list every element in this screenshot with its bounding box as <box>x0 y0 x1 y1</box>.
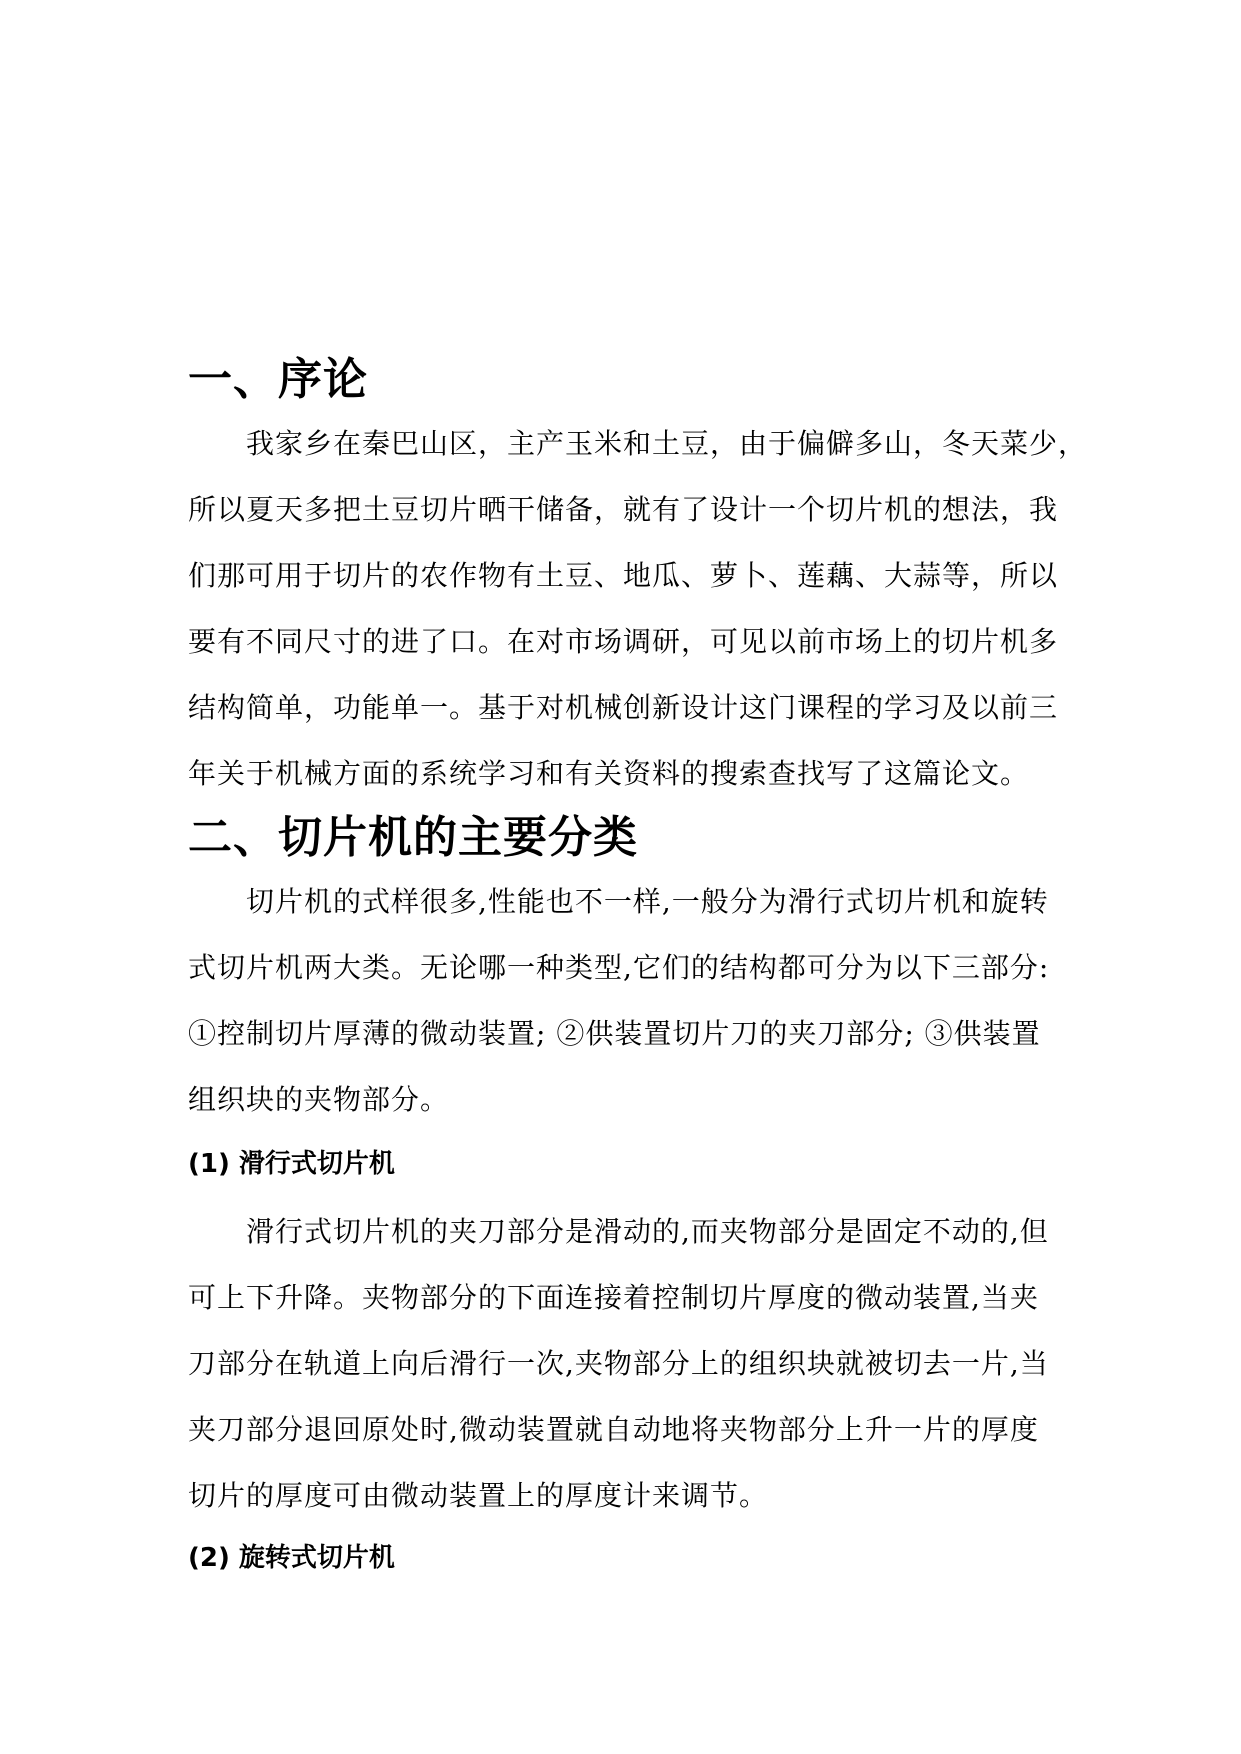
paragraph-line: 组织块的夹物部分。 <box>188 1083 450 1116</box>
paragraph-line: 所以夏天多把土豆切片晒干储备，就有了设计一个切片机的想法，我 <box>188 493 1059 526</box>
subsection-heading-sliding: (1) 滑行式切片机 <box>188 1149 395 1179</box>
paragraph-line: 可上下升降。夹物部分的下面连接着控制切片厚度的微动装置,当夹 <box>188 1281 1039 1314</box>
section-heading-intro: 一、序论 <box>188 354 368 405</box>
paragraph-line: 夹刀部分退回原处时,微动装置就自动地将夹物部分上升一片的厚度 <box>188 1413 1039 1446</box>
paragraph-line: 滑行式切片机的夹刀部分是滑动的,而夹物部分是固定不动的,但 <box>246 1215 1049 1248</box>
paragraph-line: 结构简单，功能单一。基于对机械创新设计这门课程的学习及以前三 <box>188 691 1059 724</box>
paragraph-line: ①控制切片厚薄的微动装置; ②供装置切片刀的夹刀部分; ③供装置 <box>188 1017 1041 1050</box>
paragraph-line: 式切片机两大类。无论哪一种类型,它们的结构都可分为以下三部分: <box>188 951 1050 984</box>
section-heading-classification: 二、切片机的主要分类 <box>188 812 638 863</box>
paragraph-line: 切片的厚度可由微动装置上的厚度计来调节。 <box>188 1479 769 1512</box>
paragraph-line: 我家乡在秦巴山区，主产玉米和土豆，由于偏僻多山，冬天菜少， <box>246 427 1088 460</box>
paragraph-line: 年关于机械方面的系统学习和有关资料的搜索查找写了这篇论文。 <box>188 757 1030 790</box>
paragraph-line: 刀部分在轨道上向后滑行一次,夹物部分上的组织块就被切去一片,当 <box>188 1347 1049 1380</box>
paragraph-line: 切片机的式样很多,性能也不一样,一般分为滑行式切片机和旋转 <box>246 885 1049 918</box>
paragraph-line: 们那可用于切片的农作物有土豆、地瓜、萝卜、莲藕、大蒜等，所以 <box>188 559 1059 592</box>
subsection-heading-rotary: (2) 旋转式切片机 <box>188 1543 395 1573</box>
paragraph-line: 要有不同尺寸的进了口。在对市场调研，可见以前市场上的切片机多 <box>188 625 1059 658</box>
